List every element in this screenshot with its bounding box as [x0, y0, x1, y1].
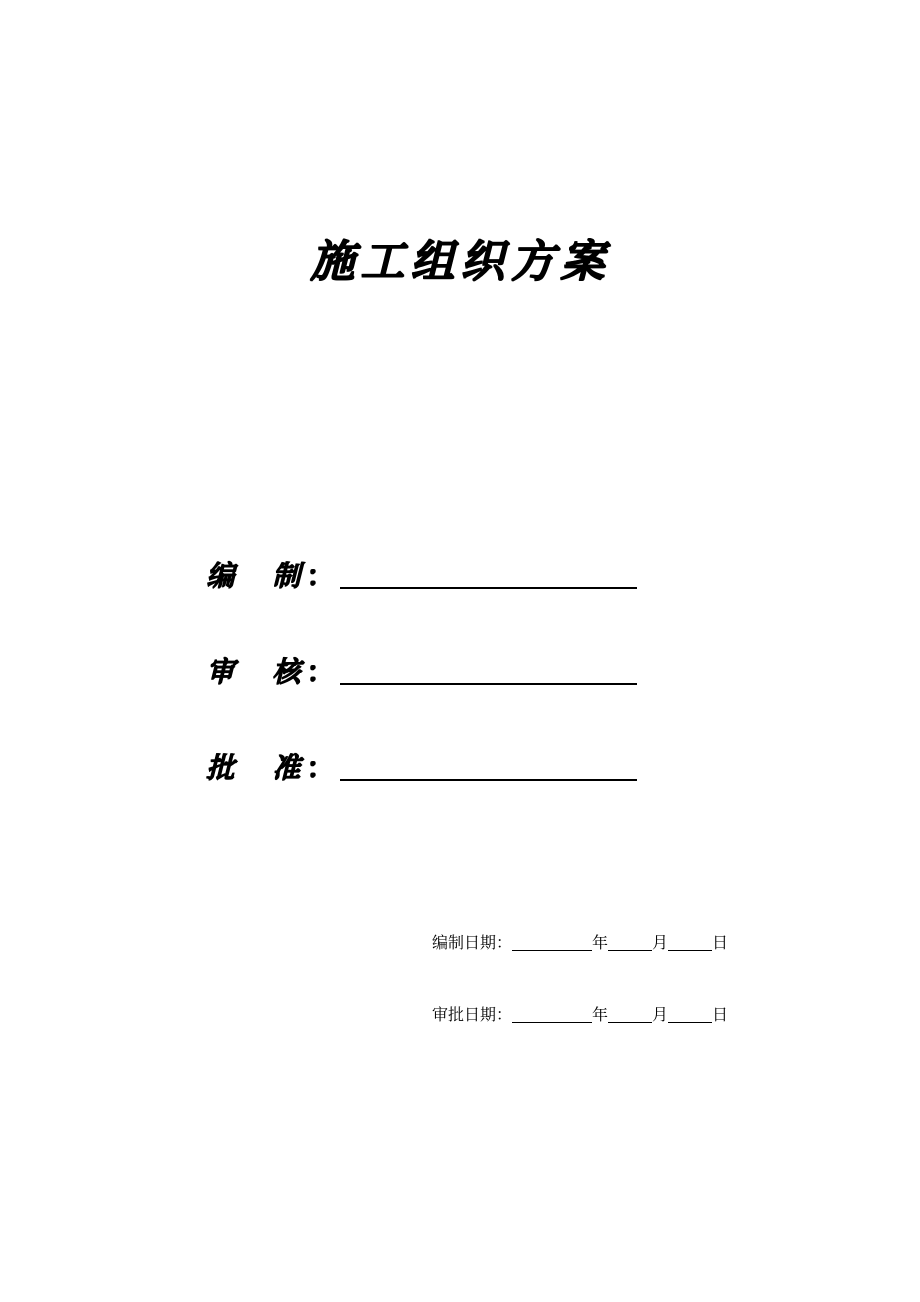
date-month-blank	[608, 1004, 652, 1023]
date-month-unit: 月	[652, 933, 669, 952]
signature-label-char: 制	[272, 559, 301, 592]
date-day-blank	[668, 932, 712, 951]
date-label: 编制日期：	[432, 933, 513, 952]
date-month-unit: 月	[652, 1005, 669, 1024]
signature-blank-line	[340, 779, 637, 781]
date-year-unit: 年	[592, 1005, 609, 1024]
date-row-approve	[432, 1003, 728, 1027]
signature-label-char: 核	[272, 655, 301, 688]
date-year-blank	[512, 932, 592, 951]
signature-label	[206, 748, 335, 788]
signature-label-char: 准	[272, 751, 301, 784]
signature-label-char: 编	[206, 559, 235, 592]
signature-label	[206, 556, 335, 596]
signature-blank-line	[340, 683, 637, 685]
date-month-blank	[608, 932, 652, 951]
signature-label-char: 批	[206, 751, 235, 784]
date-year-unit: 年	[592, 933, 609, 952]
signature-blank-line	[340, 587, 637, 589]
signature-colon: ：	[306, 655, 335, 688]
signature-label-char: 审	[206, 655, 235, 688]
date-year-blank	[512, 1004, 592, 1023]
date-label: 审批日期：	[432, 1005, 513, 1024]
document-title: 施工组织方案	[310, 236, 610, 287]
date-day-blank	[668, 1004, 712, 1023]
signature-colon: ：	[306, 559, 335, 592]
signature-colon: ：	[306, 751, 335, 784]
date-day-unit: 日	[712, 933, 729, 952]
signature-label	[206, 652, 335, 692]
date-row-compile	[432, 931, 728, 955]
date-day-unit: 日	[712, 1005, 729, 1024]
